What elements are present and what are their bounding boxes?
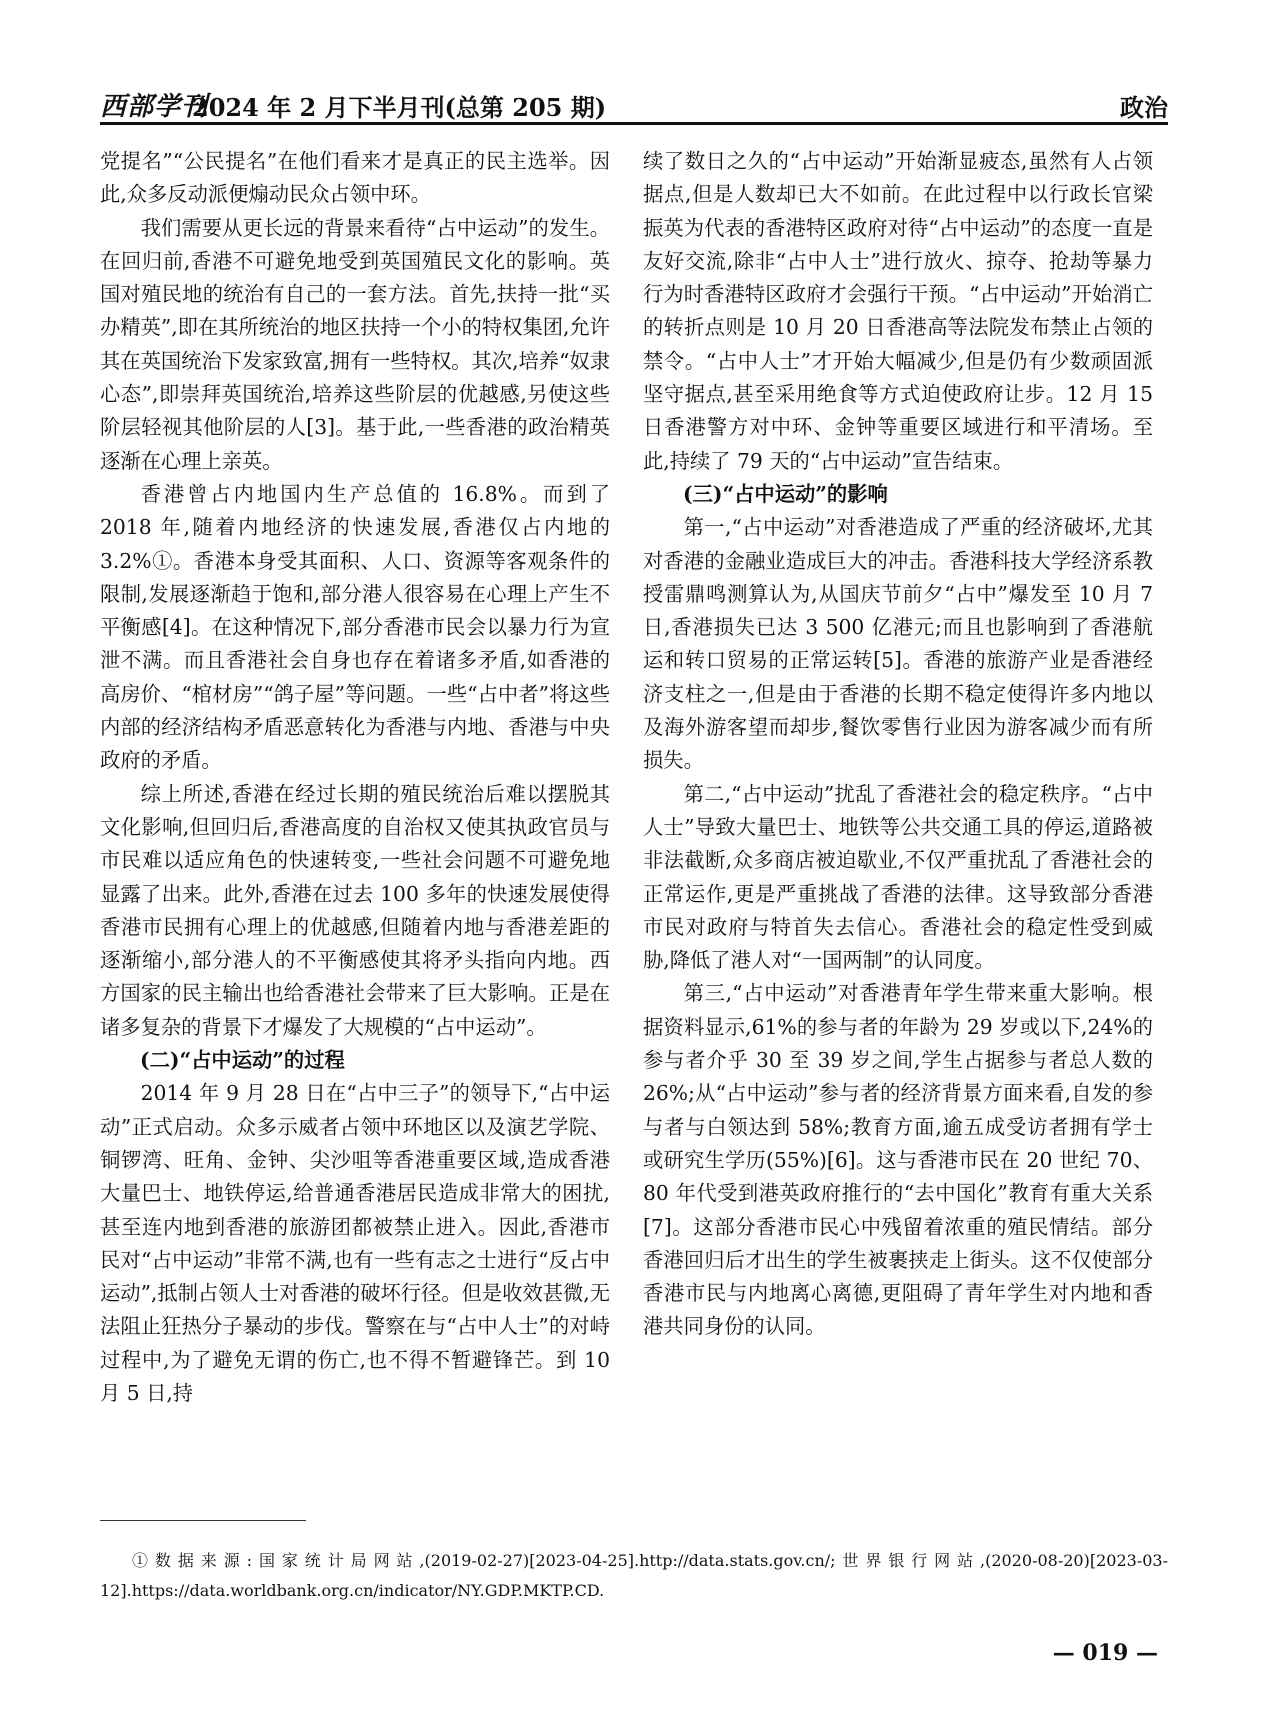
header-rule: [100, 122, 1168, 125]
journal-logo: 西部学刊: [100, 92, 209, 122]
paragraph: 我们需要从更长远的背景来看待“占中运动”的发生。在回归前,香港不可避免地受到英国殖民文化的影响。英国对殖民地的统治有自己的一套方法。首先,扶持一批“买办精英”,即在其所统治的地区扶持一个小的特权集团,允许其在英国统治下发家致富,拥有一些特权。其次,培养“奴隶心态”,即崇拜英国统治,培养这些阶层的优越感,另使这些阶层轻视其他阶层的人[3]。基于此,一些香港的政治精英逐渐在心理上亲英。: [100, 215, 611, 473]
page-number: — 019 —: [1052, 1640, 1158, 1666]
section-heading: (二)“占中运动”的过程: [140, 1048, 345, 1073]
paragraph: 2014 年 9 月 28 日在“占中三子”的领导下,“占中运动”正式启动。众多示威者占领中环地区以及演艺学院、铜锣湾、旺角、金钟、尖沙咀等香港重要区域,造成香港大量巴士、地铁停运,给普通香港居民造成非常大的困扰,甚至连内地到香港的旅游团都被禁止进入。因此,香港市民对“占中运动”非常不满,也有一些有志之士进行“反占中运动”,抵制占领人士对香港的破坏行径。但是收效甚微,无法阻止狂热分子暴动的步伐。警察在与“占中人士”的对峙过程中,为了避免无谓的伤亡,也不得不暂避锋芒。到 10 月 5 日,持: [100, 1081, 611, 1405]
section-heading: (三)“占中运动”的影响: [683, 481, 888, 506]
paragraph: 第三,“占中运动”对香港青年学生带来重大影响。根据资料显示,61%的参与者的年龄为 29 岁或以下,24%的参与者介乎 30 至 39 岁之间,学生占据参与者总人数的 26%;从“占中运动”参与者的经济背景方面来看,自发的参与者与白领达到 58%;教育方面,逾五成受访者拥有学士或研究生学历(55%)[6]。这与香港市民在 20 世纪 70、80 年代受到港英政府推行的“去中国化”教育有重大关系[7]。这部分香港市民心中残留着浓重的殖民情结。部分香港回归后才出生的学生被裹挟走上街头。这不仅使部分香港市民与内地离心离德,更阻碍了青年学生对内地和香港共同身份的认同。: [643, 981, 1153, 1339]
paragraph: 续了数日之久的“占中运动”开始渐显疲态,虽然有人占领据点,但是人数却已大不如前。在此过程中以行政长官梁振英为代表的香港特区政府对待“占中运动”的态度一直是友好交流,除非“占中人士”进行放火、掠夺、抢劫等暴力行为时香港特区政府才会强行干预。“占中运动”开始消亡的转折点则是 10 月 20 日香港高等法院发布禁止占领的禁令。“占中人士”才开始大幅减少,但是仍有少数顽固派坚守据点,甚至采用绝食等方式迫使政府让步。12 月 15 日香港警方对中环、金钟等重要区域进行和平清场。至此,持续了 79 天的“占中运动”宣告结束。: [643, 149, 1153, 473]
footnote-rule: [100, 1520, 306, 1521]
paragraph: 综上所述,香港在经过长期的殖民统治后难以摆脱其文化影响,但回归后,香港高度的自治权又使其执政官员与市民难以适应角色的快速转变,一些社会问题不可避免地显露了出来。此外,香港在过去 100 多年的快速发展使得香港市民拥有心理上的优越感,但随着内地与香港差距的逐渐缩小,部分港人的不平衡感使其将矛头指向内地。西方国家的民主输出也给香港社会带来了巨大影响。正是在诸多复杂的背景下才爆发了大规模的“占中运动”。: [100, 781, 610, 1039]
left-column: [100, 145, 610, 1410]
paragraph: 第一,“占中运动”对香港造成了严重的经济破坏,尤其对香港的金融业造成巨大的冲击。香港科技大学经济系教授雷鼎鸣测算认为,从国庆节前夕“占中”爆发至 10 月 7 日,香港损失已达 3 500 亿港元;而且也影响到了香港航运和转口贸易的正常运转[5]。香港的旅游产业是香港经济支柱之一,但是由于香港的长期不稳定使得许多内地以及海外游客望而却步,餐饮零售行业因为游客减少而有所损失。: [643, 515, 1153, 773]
paragraph: 香港曾占内地国内生产总值的 16.8%。而到了 2018 年,随着内地经济的快速发展,香港仅占内地的 3.2%①。香港本身受其面积、人口、资源等客观条件的限制,发展逐渐趋于饱和,部分港人很容易在心理上产生不平衡感[4]。在这种情况下,部分香港市民会以暴力行为宣泄不满。而且香港社会自身也存在着诸多矛盾,如香港的高房价、“棺材房”“鸽子屋”等问题。一些“占中者”将这些内部的经济结构矛盾恶意转化为香港与内地、香港与中央政府的矛盾。: [100, 481, 610, 773]
issue-info: 2024 年 2 月下半月刊(总第 205 期): [192, 93, 607, 122]
right-column: [643, 145, 1153, 1344]
paragraph: 党提名”“公民提名”在他们看来才是真正的民主选举。因此,众多反动派便煽动民众占领中环。: [100, 149, 610, 207]
section-label: 政治: [1120, 93, 1168, 122]
page-header: [100, 80, 1168, 124]
footnote: ①数据来源:国家统计局网站,(2019-02-27)[2023-04-25].http://data.stats.gov.cn/;世界银行网站,(2020-08-20)[2023-03-12].https://data.worldbank.org.cn/indicator/NY.GDP.MKTP.CD.: [100, 1551, 1168, 1600]
paragraph: 第二,“占中运动”扰乱了香港社会的稳定秩序。“占中人士”导致大量巴士、地铁等公共交通工具的停运,道路被非法截断,众多商店被迫歇业,不仅严重扰乱了香港社会的正常运作,更是严重挑战了香港的法律。这导致部分香港市民对政府与特首失去信心。香港社会的稳定性受到威胁,降低了港人对“一国两制”的认同度。: [643, 781, 1153, 973]
